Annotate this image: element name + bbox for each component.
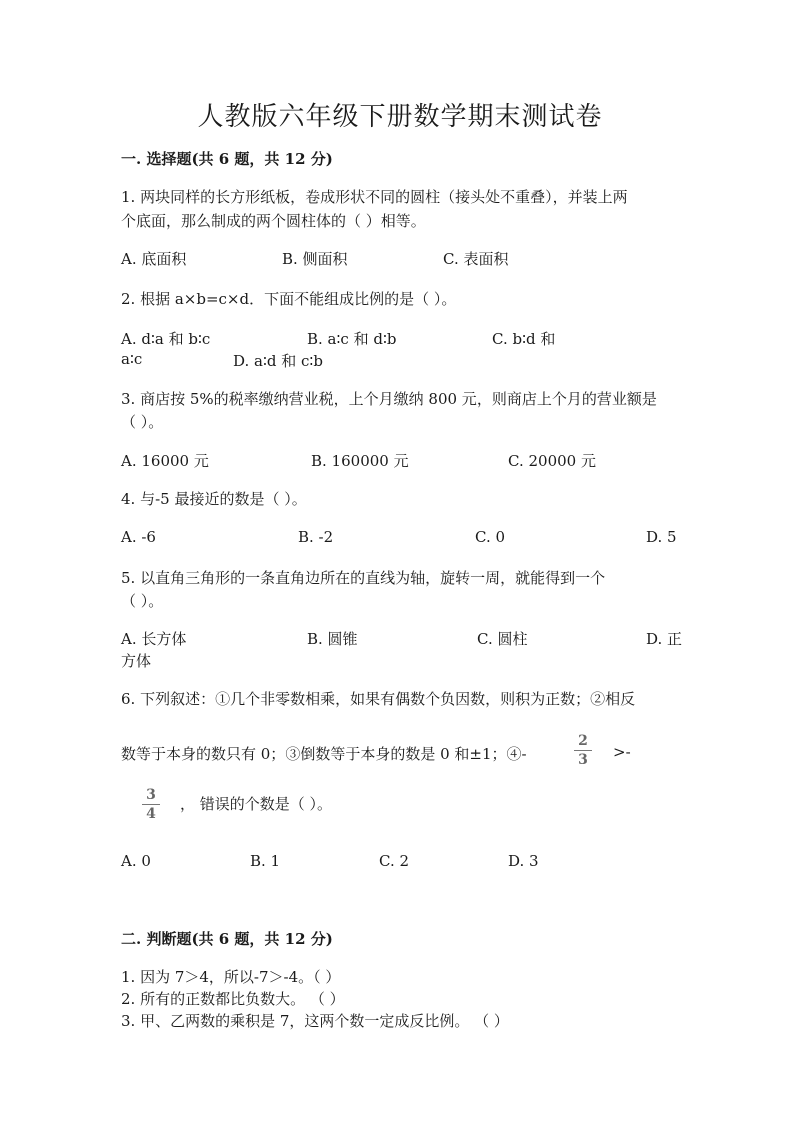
judgment-item-2: 2. 所有的正数都比负数大。 （ ） [121,990,345,1008]
question-6-stem-line3: ， 错误的个数是（ ）。 [180,795,333,813]
question-5-option-a: A. 长方体 [121,630,187,648]
fraction-three-quarters-numerator: 3 [146,787,156,803]
fraction-bar [574,750,592,751]
question-6-greater-than-sign: >- [613,743,631,761]
question-3-option-b: B. 160000 元 [311,452,409,470]
question-6-stem-line1: 6. 下列叙述：①几个非零数相乘，如果有偶数个负因数，则积为正数；②相反 [121,690,636,708]
question-6-option-d: D. 3 [508,852,539,870]
question-4-option-c: C. 0 [475,528,506,546]
question-3-stem-line2: （ ）。 [121,413,164,431]
question-2-option-a: A. d∶a 和 b∶c [121,330,211,348]
question-5-option-d-continued: 方体 [121,652,152,670]
question-1-option-b: B. 侧面积 [282,250,348,268]
fraction-three-quarters [140,787,162,822]
page-title: 人教版六年级下册数学期末测试卷 [197,102,603,132]
question-6-option-a: A. 0 [121,852,151,870]
question-3-stem-line1: 3. 商店按 5%的税率缴纳营业税，上个月缴纳 800 元，则商店上个月的营业额是 [121,390,657,408]
fraction-two-thirds-numerator: 2 [578,733,588,749]
question-1-stem-line2: 个底面，那么制成的两个圆柱体的（ ）相等。 [121,212,426,230]
question-1-option-c: C. 表面积 [443,250,509,268]
question-2-option-d: D. a∶d 和 c∶b [233,352,323,370]
question-1-stem-line1: 1. 两块同样的长方形纸板，卷成形状不同的圆柱（接头处不重叠），并装上两 [121,188,628,206]
section-heading-choice: 一. 选择题(共 6 题，共 12 分) [121,150,333,168]
fraction-two-thirds-denominator: 3 [578,752,588,768]
question-6-stem-line2: 数等于本身的数只有 0；③倒数等于本身的数是 0 和±1；④- [121,745,527,763]
question-5-stem-line2: （ ）。 [121,592,164,610]
question-3-option-a: A. 16000 元 [121,452,209,470]
fraction-three-quarters-denominator: 4 [146,806,156,822]
question-1-option-a: A. 底面积 [121,250,187,268]
judgment-item-3: 3. 甲、乙两数的乘积是 7，这两个数一定成反比例。 （ ） [121,1012,509,1030]
question-6-option-b: B. 1 [250,852,281,870]
judgment-item-1: 1. 因为 7＞4，所以-7＞-4。（ ） [121,968,341,986]
question-2-option-c: C. b∶d 和 [492,330,556,348]
question-5-stem-line1: 5. 以直角三角形的一条直角边所在的直线为轴，旋转一周，就能得到一个 [121,569,606,587]
question-6-option-c: C. 2 [379,852,410,870]
question-2-option-b: B. a∶c 和 d∶b [307,330,397,348]
fraction-two-thirds [572,733,594,768]
question-3-option-c: C. 20000 元 [508,452,596,470]
question-2-stem: 2. 根据 a×b=c×d．下面不能组成比例的是（ ）。 [121,290,457,308]
fraction-bar [142,804,160,805]
question-4-option-b: B. -2 [298,528,334,546]
question-5-option-b: B. 圆锥 [307,630,358,648]
question-5-option-c: C. 圆柱 [477,630,528,648]
question-5-option-d: D. 正 [646,630,683,648]
question-4-option-d: D. 5 [646,528,677,546]
section-heading-true-false: 二. 判断题(共 6 题，共 12 分) [121,930,333,948]
question-4-option-a: A. -6 [121,528,156,546]
question-2-option-c-continued: a∶c [121,350,143,368]
question-4-stem: 4. 与-5 最接近的数是（ ）。 [121,490,307,508]
